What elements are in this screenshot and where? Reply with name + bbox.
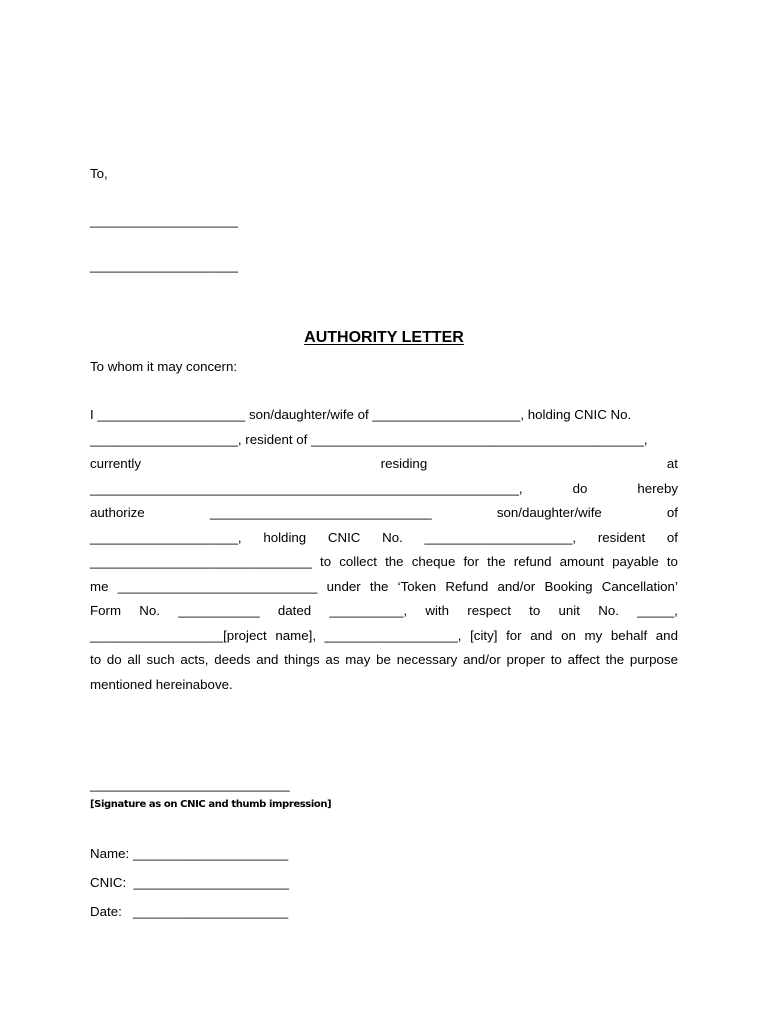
body-word: purpose [629, 652, 678, 667]
salutation-to: To, [90, 166, 108, 181]
body-line [90, 673, 678, 698]
addressee-line-1: ____________________ [90, 213, 238, 228]
body-line-text: ____________________, resident of _____________________________________________, [90, 431, 648, 447]
body-line-text: I ____________________ son/daughter/wife of ____________________, holding CNIC No. [90, 407, 632, 422]
body-word: such [146, 652, 175, 667]
body-word: behalf [610, 627, 648, 643]
signature-line: ___________________________ [90, 777, 290, 792]
body-word: amount [559, 554, 604, 569]
body-word: the [369, 578, 389, 594]
body-line [90, 477, 678, 502]
body-word: payable [612, 554, 659, 569]
authority-letter-page [90, 0, 678, 1024]
name-field: Name: _____________________ [90, 846, 289, 861]
body-word: authorize [90, 505, 145, 520]
body-word: Cancellation’ [601, 578, 678, 594]
body-word: the [487, 554, 506, 569]
body-word: all [127, 652, 141, 667]
body-word: name], [275, 627, 317, 643]
cnic-field: CNIC: _____________________ [90, 875, 289, 890]
body-word: ___________________________ [117, 578, 318, 594]
body-word: and [530, 627, 553, 643]
body-line [90, 648, 678, 673]
body-word: for [506, 627, 522, 643]
body-word: at [666, 456, 678, 471]
body-word: ____________________, [90, 529, 242, 545]
body-word: Refund [445, 578, 489, 594]
body-word: ______________________________ [209, 505, 432, 520]
body-word: me [90, 578, 109, 594]
body-word: son/daughter/wife [496, 505, 602, 520]
greeting: To whom it may concern: [90, 359, 238, 374]
letter-title: AUTHORITY LETTER [304, 329, 464, 346]
body-word: CNIC [327, 529, 361, 545]
body-word: [city] [470, 627, 498, 643]
body-word: dated [277, 603, 312, 618]
body-word: ____________________, [424, 529, 577, 545]
body-word: of [666, 529, 678, 545]
body-word: deeds [214, 652, 251, 667]
body-word: __________________[project [90, 627, 267, 643]
body-word: ___________ [178, 603, 260, 618]
body-line [90, 452, 678, 477]
body-word: the [385, 554, 404, 569]
body-word: Booking [544, 578, 593, 594]
body-word: be [376, 652, 391, 667]
body-word: of [666, 505, 678, 520]
body-word: Form [90, 603, 122, 618]
body-line [90, 550, 678, 575]
body-word: refund [513, 554, 552, 569]
body-line [90, 403, 678, 428]
body-word: __________________________________________________________, [90, 480, 523, 496]
body-word: hereby [637, 480, 678, 496]
body-word: to [320, 554, 332, 569]
body-line-text: mentioned hereinabove. [90, 676, 233, 692]
body-word: ‘Token [397, 578, 437, 594]
body-word: do [106, 652, 122, 667]
body-word: residing [380, 456, 428, 471]
body-word: to [90, 652, 102, 667]
body-word: No. [598, 603, 619, 618]
body-word: and [655, 627, 678, 643]
body-word: collect [339, 554, 377, 569]
body-word: __________________, [324, 627, 462, 643]
body-word: No. [382, 529, 403, 545]
signature-caption: [Signature as on CNIC and thumb impression] [90, 799, 332, 810]
body-word: to [550, 652, 562, 667]
body-word: unit [558, 603, 580, 618]
letter-body [90, 403, 678, 697]
body-word: for [463, 554, 480, 569]
body-word: as [325, 652, 340, 667]
body-word: holding [263, 529, 307, 545]
body-word: do [572, 480, 588, 496]
body-word: and/or [497, 578, 536, 594]
body-word: affect [567, 652, 600, 667]
body-word: the [605, 652, 625, 667]
body-word: respect [467, 603, 511, 618]
body-word: and/or [463, 652, 501, 667]
body-word: No. [139, 603, 160, 618]
body-word: currently [90, 456, 141, 471]
addressee-line-2: ____________________ [90, 258, 238, 273]
body-line [90, 428, 678, 453]
body-word: may [345, 652, 371, 667]
body-word: ______________________________ [90, 554, 312, 569]
body-word: things [284, 652, 320, 667]
body-word: cheque [411, 554, 456, 569]
body-word: acts, [180, 652, 209, 667]
body-word: under [326, 578, 361, 594]
body-line [90, 501, 678, 526]
body-word: to [666, 554, 678, 569]
body-word: with [425, 603, 450, 618]
body-word: to [529, 603, 541, 618]
body-word: __________, [329, 603, 408, 618]
body-word: and [256, 652, 279, 667]
body-word: resident [597, 529, 646, 545]
body-line [90, 526, 678, 551]
body-line [90, 624, 678, 649]
body-word: _____, [637, 603, 678, 618]
body-word: on [561, 627, 576, 643]
body-word: necessary [396, 652, 458, 667]
body-line [90, 575, 678, 600]
body-word: my [584, 627, 603, 643]
date-field: Date: _____________________ [90, 904, 289, 919]
body-line [90, 599, 678, 624]
body-word: proper [506, 652, 545, 667]
